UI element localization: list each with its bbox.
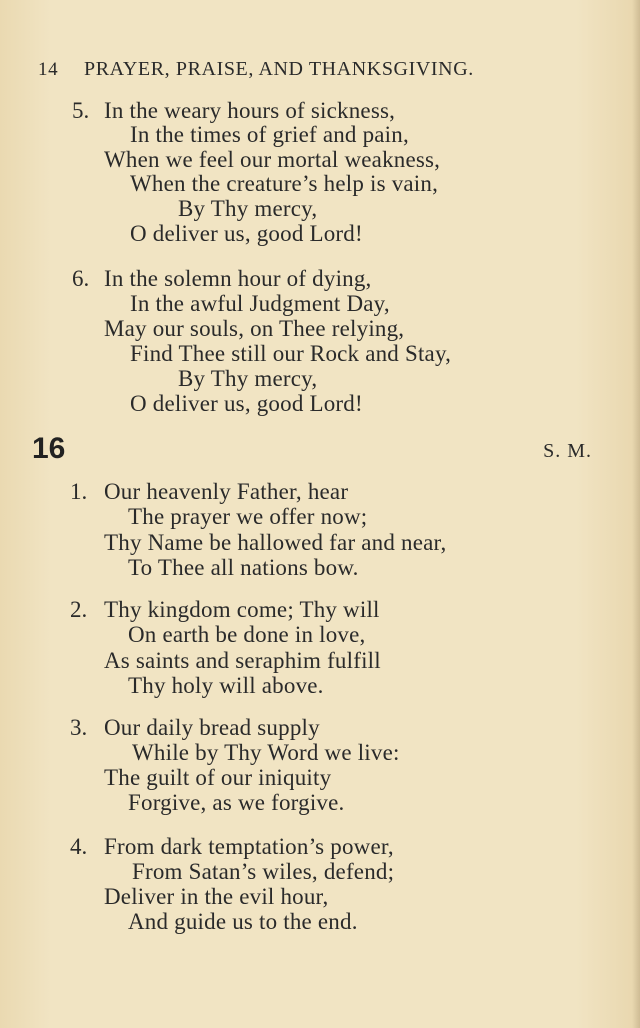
hymn-number: 16 [32,432,66,465]
verse-line: Thy Name be hallowed far and near, [104,530,447,555]
verse-line: In the times of grief and pain, [130,122,409,147]
verse-line: From dark temptation’s power, [104,834,394,859]
running-head [38,58,558,81]
hymn-meter: S. M. [543,440,592,462]
verse-line: To Thee all nations bow. [128,555,359,580]
verse-line: Forgive, as we forgive. [128,790,345,815]
verse-line: Our heavenly Father, hear [104,479,349,504]
verse-line: Our daily bread supply [104,715,320,740]
page-number: 14 [38,59,59,80]
verse-line: O deliver us, good Lord! [130,221,363,246]
page-edge-shadow [632,0,640,1028]
verse-number: 4. [70,834,88,859]
verse-line: Deliver in the evil hour, [104,884,329,909]
verse-number: 6. [72,266,90,291]
verse-line: By Thy mercy, [178,366,318,391]
verse-line: Find Thee still our Rock and Stay, [130,341,452,366]
verse-line: When we feel our mortal weakness, [104,147,441,172]
verse-line: The prayer we offer now; [128,504,368,529]
verse-line: While by Thy Word we live: [132,740,400,765]
verse-line: In the solemn hour of dying, [104,266,372,291]
verse-line: And guide us to the end. [128,909,358,934]
verse-line: By Thy mercy, [178,196,318,221]
verse-line: Thy holy will above. [128,673,324,698]
verse-line: Thy kingdom come; Thy will [104,597,380,622]
verse-line: In the weary hours of sickness, [104,98,396,123]
verse-line: May our souls, on Thee relying, [104,316,405,341]
verse-line: On earth be done in love, [128,622,366,647]
verse-number: 2. [70,597,88,622]
verse-number: 5. [72,98,90,123]
verse-line: O deliver us, good Lord! [130,391,363,416]
verse-line: From Satan’s wiles, defend; [132,859,395,884]
verse-number: 1. [70,479,88,504]
running-title: PRAYER, PRAISE, AND THANKSGIVING. [84,58,474,80]
verse-line: The guilt of our iniquity [104,765,332,790]
verse-line: In the awful Judgment Day, [130,291,390,316]
verse-number: 3. [70,715,88,740]
verse-line: When the creature’s help is vain, [130,171,439,196]
verse-line: As saints and seraphim fulfill [104,648,381,673]
